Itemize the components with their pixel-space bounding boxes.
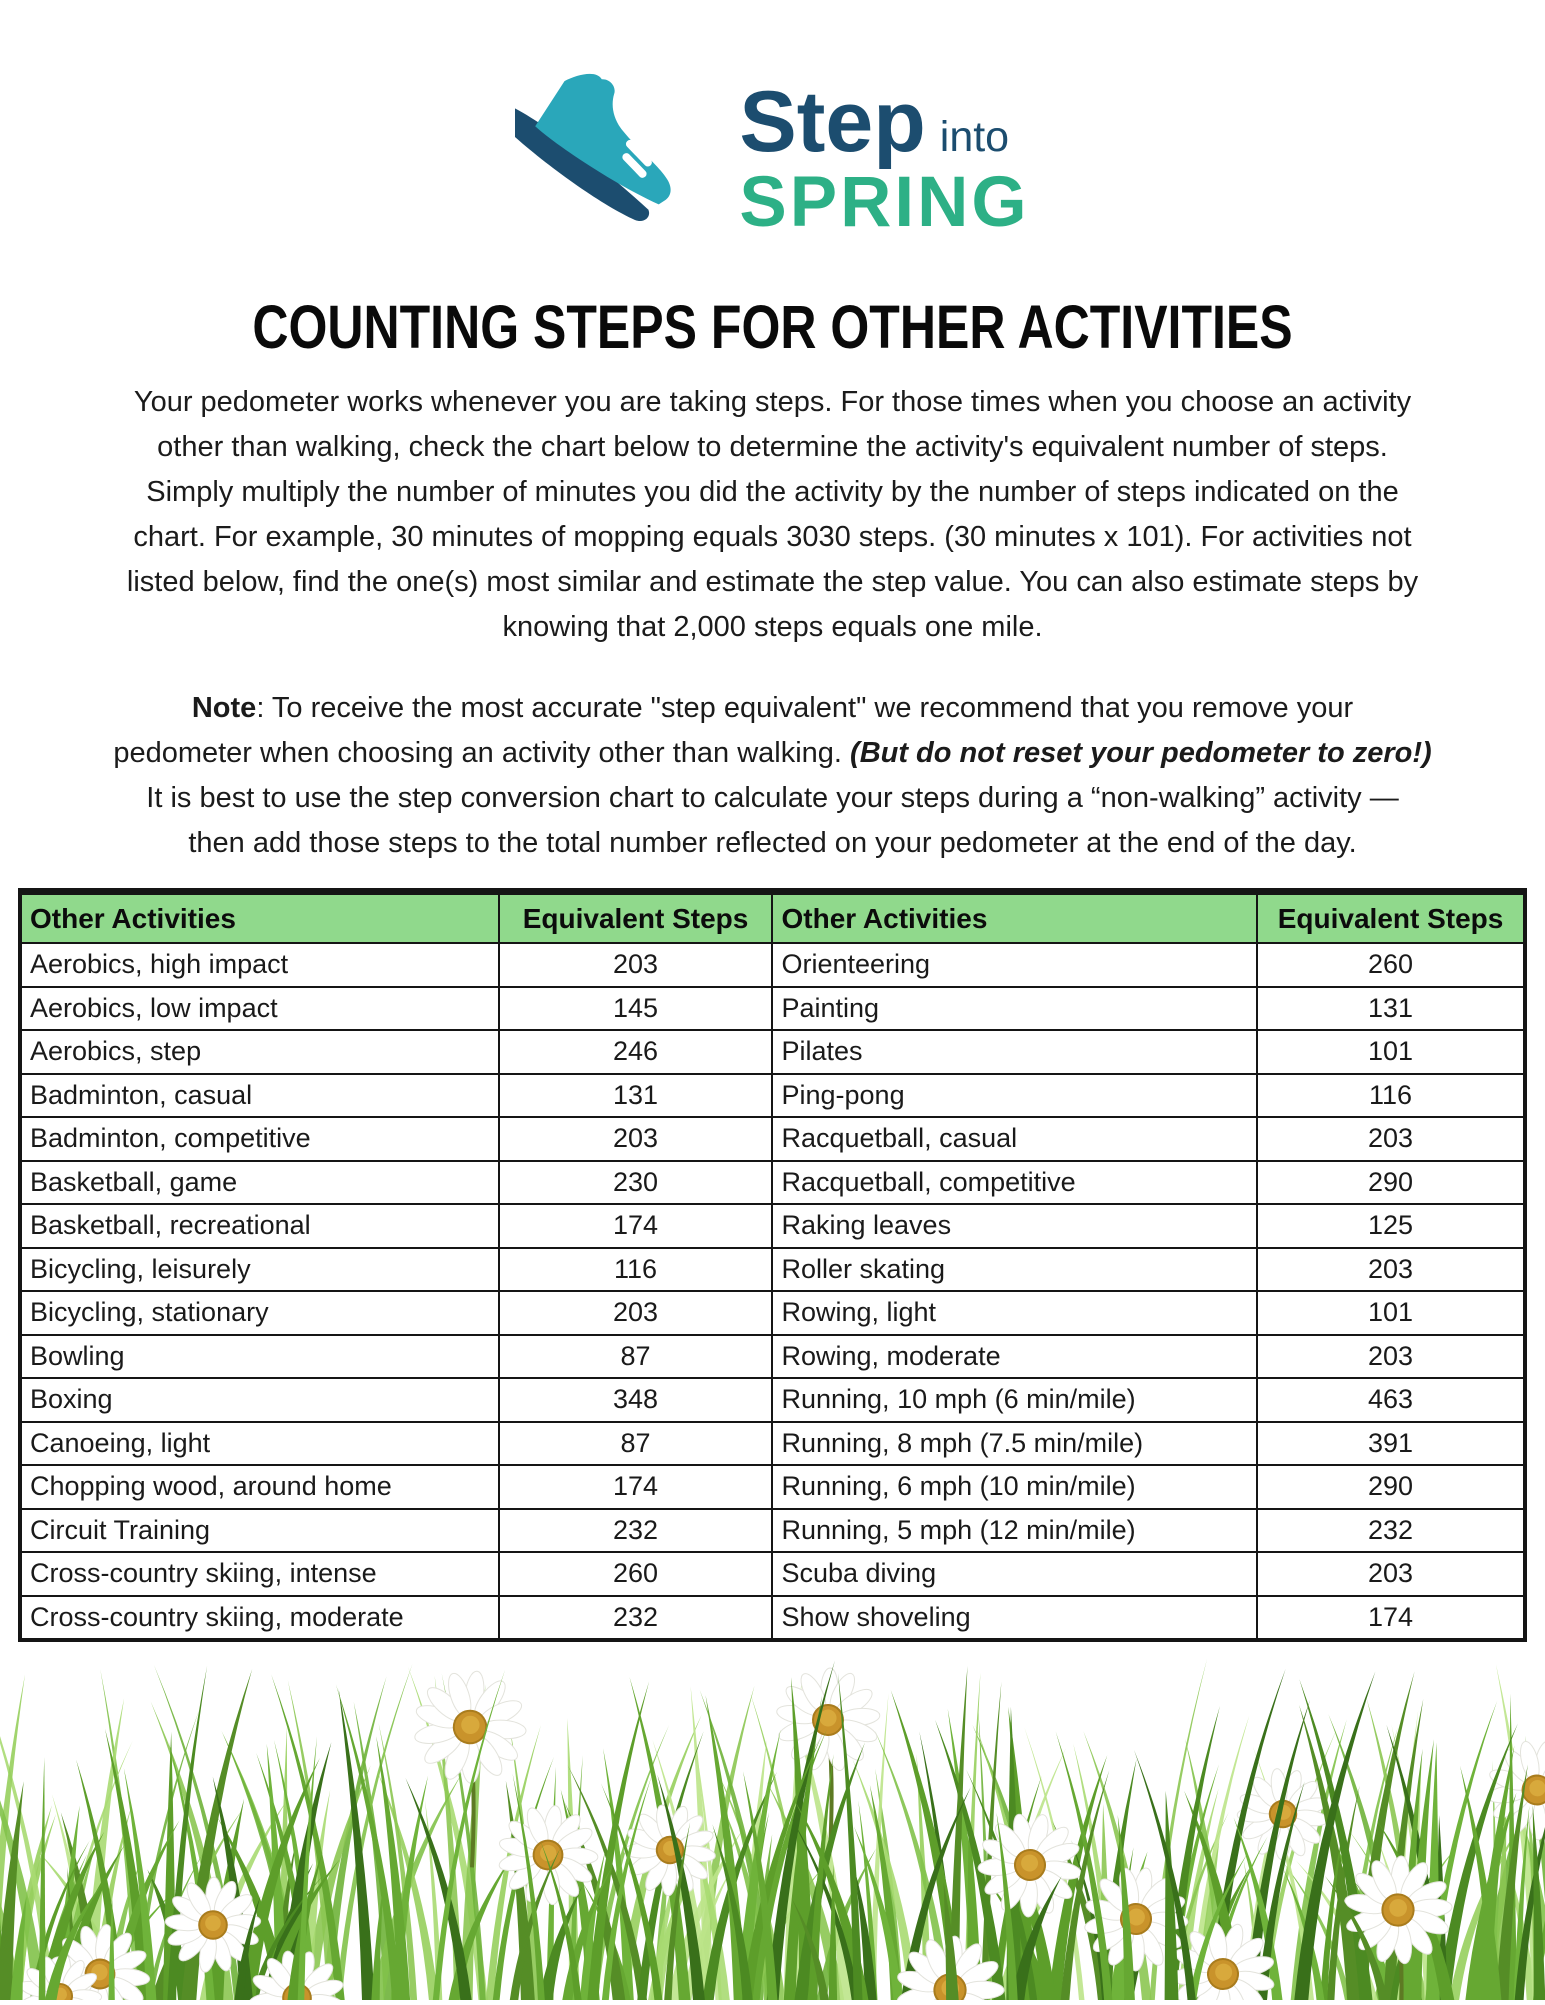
activity-cell: Running, 5 mph (12 min/mile) [772, 1509, 1257, 1553]
activity-cell: Racquetball, competitive [772, 1161, 1257, 1205]
steps-cell: 203 [499, 1117, 773, 1161]
activity-cell: Raking leaves [772, 1204, 1257, 1248]
activity-cell: Running, 10 mph (6 min/mile) [772, 1378, 1257, 1422]
header-equivalent-steps-left: Equivalent Steps [499, 892, 773, 944]
activity-cell: Bicycling, stationary [20, 1291, 499, 1335]
steps-cell: 101 [1257, 1030, 1525, 1074]
activity-cell: Painting [772, 987, 1257, 1031]
logo [0, 0, 1545, 258]
activity-cell: Running, 8 mph (7.5 min/mile) [772, 1422, 1257, 1466]
activity-cell: Basketball, recreational [20, 1204, 499, 1248]
header-other-activities-right: Other Activities [772, 892, 1257, 944]
activity-cell: Cross-country skiing, intense [20, 1552, 499, 1596]
table-row [20, 1335, 1525, 1379]
intro-line: knowing that 2,000 steps equals one mile. [0, 605, 1545, 650]
header-equivalent-steps-right: Equivalent Steps [1257, 892, 1525, 944]
table-row [20, 1378, 1525, 1422]
intro-line: other than walking, check the chart below to determine the activity's equivalent number of steps. [0, 425, 1545, 470]
activity-cell: Boxing [20, 1378, 499, 1422]
note-line [0, 731, 1545, 776]
table-row [20, 1030, 1525, 1074]
activity-cell: Badminton, competitive [20, 1117, 499, 1161]
steps-cell: 131 [1257, 987, 1525, 1031]
activity-cell: Pilates [772, 1030, 1257, 1074]
activities-table-body [20, 943, 1525, 1640]
steps-cell: 131 [499, 1074, 773, 1118]
steps-cell: 232 [1257, 1509, 1525, 1553]
table-row [20, 943, 1525, 987]
table-row [20, 1117, 1525, 1161]
steps-cell: 116 [499, 1248, 773, 1292]
note-segment: : To receive the most accurate "step equivalent" we recommend that you remove your [256, 692, 1353, 724]
activity-steps-table-wrap [18, 888, 1527, 1642]
note-segment: pedometer when choosing an activity other than walking. [113, 737, 850, 769]
activity-cell: Orienteering [772, 943, 1257, 987]
steps-cell: 125 [1257, 1204, 1525, 1248]
table-row [20, 1248, 1525, 1292]
steps-cell: 260 [1257, 943, 1525, 987]
steps-cell: 260 [499, 1552, 773, 1596]
activity-cell: Rowing, light [772, 1291, 1257, 1335]
steps-cell: 290 [1257, 1465, 1525, 1509]
table-header-row [20, 892, 1525, 944]
steps-cell: 174 [499, 1465, 773, 1509]
activity-cell: Cross-country skiing, moderate [20, 1596, 499, 1641]
table-row [20, 1596, 1525, 1641]
table-row [20, 987, 1525, 1031]
steps-cell: 230 [499, 1161, 773, 1205]
note-segment: (But do not reset your pedometer to zero!) [850, 737, 1432, 769]
steps-cell: 203 [499, 943, 773, 987]
steps-cell: 203 [1257, 1335, 1525, 1379]
intro-paragraph [0, 380, 1545, 650]
activity-steps-table [18, 888, 1527, 1642]
steps-cell: 87 [499, 1335, 773, 1379]
activity-cell: Basketball, game [20, 1161, 499, 1205]
table-row [20, 1509, 1525, 1553]
note-line [0, 821, 1545, 866]
activity-cell: Aerobics, step [20, 1030, 499, 1074]
steps-cell: 87 [499, 1422, 773, 1466]
steps-cell: 246 [499, 1030, 773, 1074]
activity-cell: Bicycling, leisurely [20, 1248, 499, 1292]
activity-cell: Show shoveling [772, 1596, 1257, 1641]
activity-cell: Canoeing, light [20, 1422, 499, 1466]
steps-cell: 232 [499, 1509, 773, 1553]
note-segment: Note [192, 692, 256, 724]
activity-cell: Aerobics, low impact [20, 987, 499, 1031]
table-row [20, 1074, 1525, 1118]
steps-cell: 290 [1257, 1161, 1525, 1205]
steps-cell: 391 [1257, 1422, 1525, 1466]
activity-cell: Running, 6 mph (10 min/mile) [772, 1465, 1257, 1509]
note-line [0, 776, 1545, 821]
activity-cell: Rowing, moderate [772, 1335, 1257, 1379]
steps-cell: 145 [499, 987, 773, 1031]
intro-line: listed below, find the one(s) most similar and estimate the step value. You can also estimate steps by [0, 560, 1545, 605]
logo-into-text: into [940, 116, 1009, 159]
note-line [0, 686, 1545, 731]
header-other-activities-left: Other Activities [20, 892, 499, 944]
table-row [20, 1422, 1525, 1466]
note-segment: then add those steps to the total number reflected on your pedometer at the end of the day. [188, 827, 1356, 859]
steps-cell: 174 [1257, 1596, 1525, 1641]
table-row [20, 1552, 1525, 1596]
steps-cell: 203 [499, 1291, 773, 1335]
activity-cell: Circuit Training [20, 1509, 499, 1553]
table-row [20, 1204, 1525, 1248]
activity-cell: Ping-pong [772, 1074, 1257, 1118]
activity-cell: Badminton, casual [20, 1074, 499, 1118]
steps-cell: 203 [1257, 1552, 1525, 1596]
activity-cell: Chopping wood, around home [20, 1465, 499, 1509]
table-row [20, 1161, 1525, 1205]
steps-cell: 116 [1257, 1074, 1525, 1118]
activity-cell: Racquetball, casual [772, 1117, 1257, 1161]
table-row [20, 1291, 1525, 1335]
note-segment: It is best to use the step conversion chart to calculate your steps during a “non-walking” activity — [146, 782, 1398, 814]
activity-cell: Aerobics, high impact [20, 943, 499, 987]
intro-line: Simply multiply the number of minutes you did the activity by the number of steps indicated on the [0, 470, 1545, 515]
logo-step-text: Step [739, 79, 925, 165]
steps-cell: 101 [1257, 1291, 1525, 1335]
steps-cell: 463 [1257, 1378, 1525, 1422]
intro-line: chart. For example, 30 minutes of mopping equals 3030 steps. (30 minutes x 101). For activities not [0, 515, 1545, 560]
steps-cell: 232 [499, 1596, 773, 1641]
steps-cell: 203 [1257, 1117, 1525, 1161]
logo-text [739, 79, 1029, 238]
activity-cell: Roller skating [772, 1248, 1257, 1292]
logo-spring-text: SPRING [739, 167, 1029, 238]
page-title: COUNTING STEPS FOR OTHER ACTIVITIES [139, 292, 1406, 362]
intro-line: Your pedometer works whenever you are taking steps. For those times when you choose an activity [0, 380, 1545, 425]
sneaker-icon [515, 58, 715, 258]
steps-cell: 348 [499, 1378, 773, 1422]
activity-cell: Scuba diving [772, 1552, 1257, 1596]
steps-cell: 174 [499, 1204, 773, 1248]
table-row [20, 1465, 1525, 1509]
grass-daisies-decoration [0, 1642, 1545, 2000]
steps-cell: 203 [1257, 1248, 1525, 1292]
note-paragraph [0, 686, 1545, 866]
activity-cell: Bowling [20, 1335, 499, 1379]
